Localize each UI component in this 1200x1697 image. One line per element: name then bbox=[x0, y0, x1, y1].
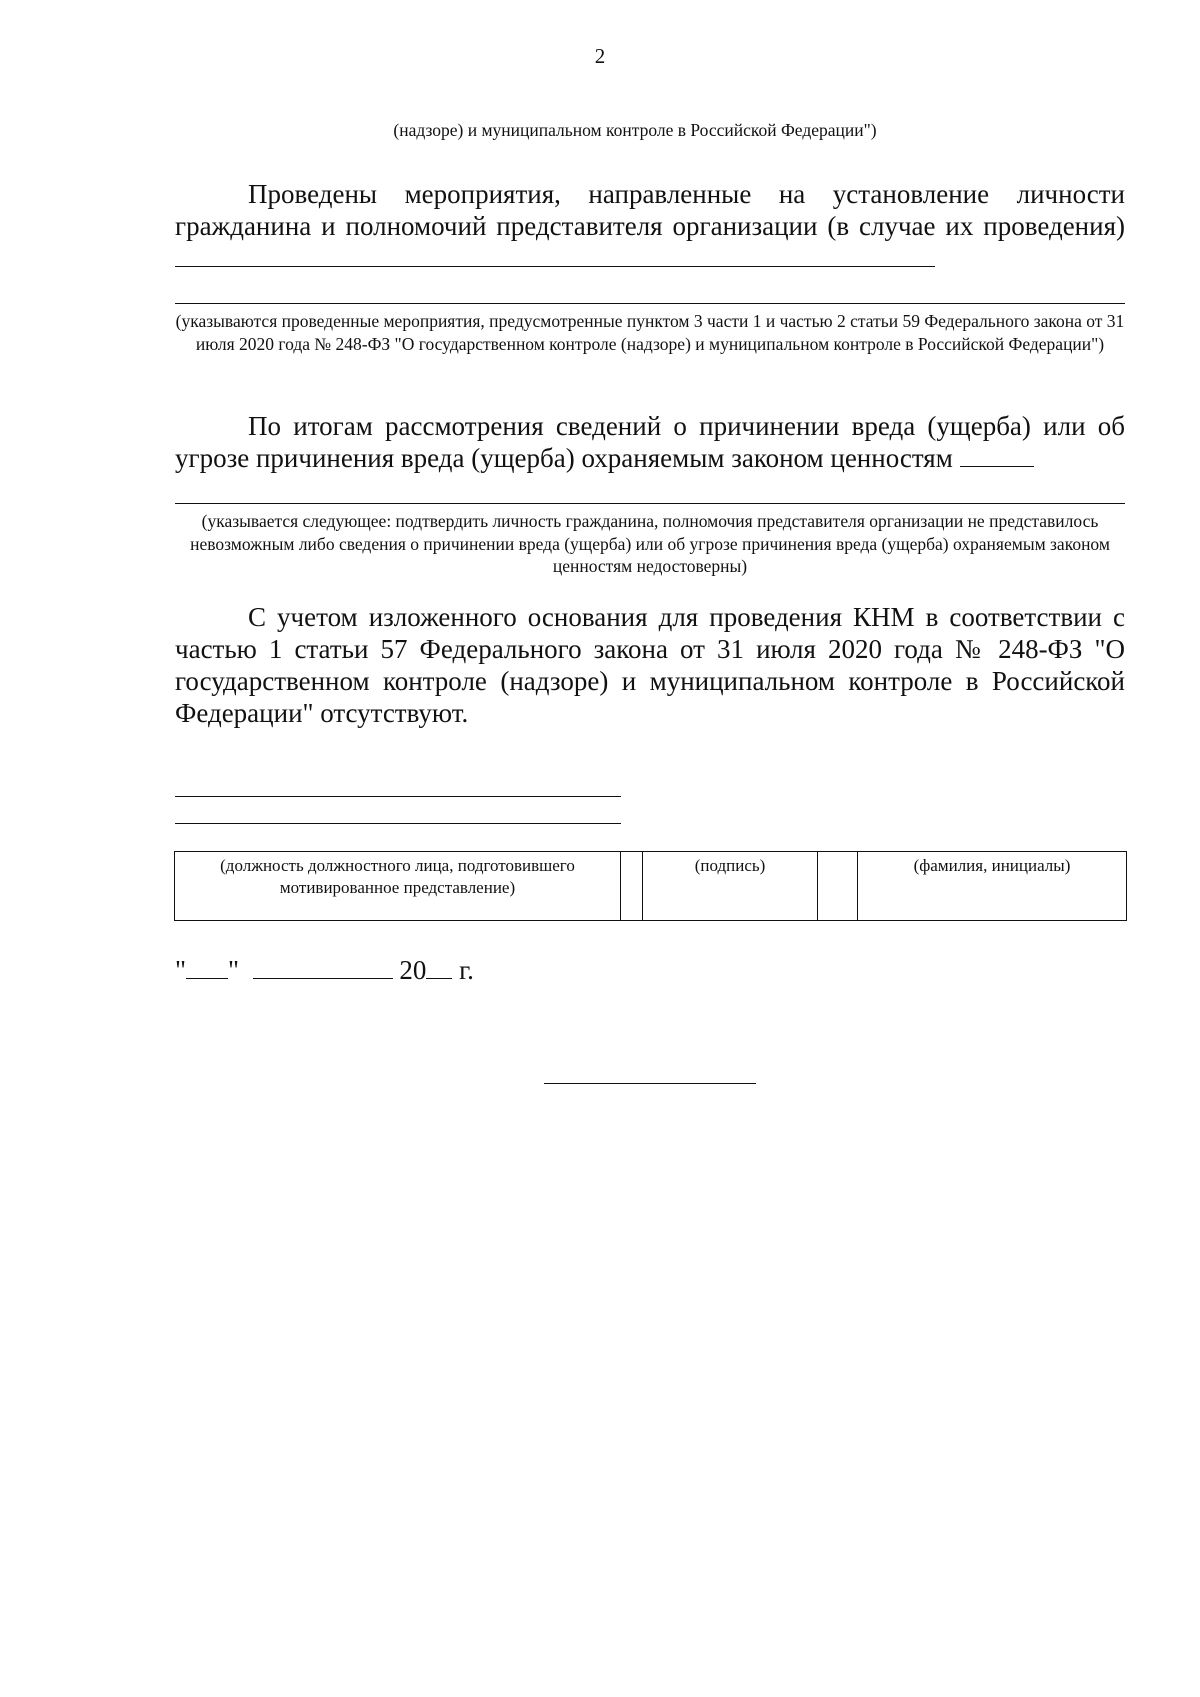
continuation-note: (надзоре) и муниципальном контроле в Российской Федерации") bbox=[393, 120, 877, 140]
position-label: (должность должностного лица, подготовившего мотивированное представление) bbox=[220, 856, 575, 897]
paragraph-harm-review-text: По итогам рассмотрения сведений о причинении вреда (ущерба) или об угрозе причинения вреда (ущерба) охраняемым законом ценностям bbox=[175, 411, 1125, 473]
signature-table bbox=[174, 851, 1127, 921]
signature-cell bbox=[643, 852, 818, 921]
day-fill-line[interactable] bbox=[186, 978, 228, 979]
position-fill-line-2[interactable] bbox=[175, 823, 621, 824]
harm-review-fill-line[interactable] bbox=[960, 466, 1034, 467]
spacer-cell bbox=[818, 852, 858, 921]
signature-label: (подпись) bbox=[694, 856, 766, 875]
year-prefix: 20 bbox=[399, 955, 427, 985]
paragraph-conclusion bbox=[175, 601, 1125, 729]
paragraph-harm-review bbox=[175, 410, 1125, 474]
note-harm-review: (указывается следующее: подтвердить личность гражданина, полномочия представителя организации не представилось невозможным либо сведения о причинении вреда (ущерба) или об угрозе причинения вреда (ущерба) охраняемым законом ценностям недостоверны) bbox=[190, 511, 1110, 576]
name-cell bbox=[858, 852, 1127, 921]
month-fill-line[interactable] bbox=[253, 978, 393, 979]
year-fill-line[interactable] bbox=[426, 978, 452, 979]
position-fill-line-1[interactable] bbox=[175, 796, 621, 797]
note-identity-measures: (указываются проведенные мероприятия, предусмотренные пунктом 3 части 1 и частью 2 статьи 59 Федерального закона от 31 июля 2020 года № 248-ФЗ "О государственном контроле (надзоре) и муниципальном контроле в Российской Федерации") bbox=[175, 311, 1125, 354]
name-label: (фамилия, инициалы) bbox=[913, 856, 1071, 875]
identity-measures-extra-line[interactable] bbox=[175, 303, 1125, 304]
date-line bbox=[175, 955, 474, 986]
end-separator-line bbox=[544, 1083, 756, 1084]
paragraph-identity-measures-text: Проведены мероприятия, направленные на установление личности гражданина и полномочий представителя организации (в случае их проведения) bbox=[175, 179, 1125, 241]
date-close-quote: " bbox=[228, 955, 240, 985]
year-suffix: г. bbox=[459, 955, 474, 985]
date-open-quote: " bbox=[175, 955, 187, 985]
spacer-cell bbox=[621, 852, 643, 921]
harm-review-extra-line[interactable] bbox=[175, 503, 1125, 504]
identity-measures-fill-line[interactable] bbox=[175, 266, 935, 267]
position-cell bbox=[175, 852, 621, 921]
paragraph-identity-measures bbox=[175, 178, 1125, 274]
paragraph-conclusion-text: С учетом изложенного основания для проведения КНМ в соответствии с частью 1 статьи 57 Федерального закона от 31 июля 2020 года № 248-ФЗ "О государственном контроле (надзоре) и муниципальном контроле в Российской Федерации" отсутствуют. bbox=[175, 602, 1125, 728]
page-number: 2 bbox=[594, 44, 606, 68]
